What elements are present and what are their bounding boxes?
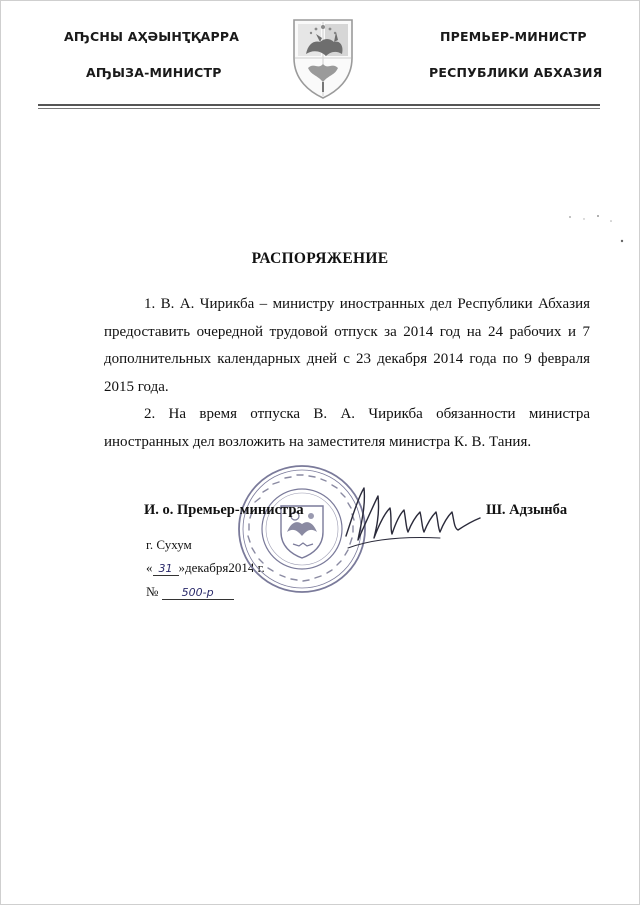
scan-speck-marks	[540, 205, 630, 255]
signatory-title: И. о. Премьер-министра	[144, 502, 304, 518]
header-divider-thin	[38, 108, 600, 109]
header-russian-line2: РЕСПУБЛИКИ АБХАЗИЯ	[429, 65, 603, 80]
header-abkhaz-line1: АҦСНЫ АҲӘЫНҬҚАРРА	[64, 29, 240, 44]
header-russian-line1: ПРЕМЬЕР-МИНИСТР	[440, 29, 587, 44]
paragraph-2: 2. На время отпуска В. А. Чирикба обязанности министра иностранных дел возложить на заместителя министра К. В. Тания.	[104, 406, 590, 450]
coat-of-arms-icon	[290, 14, 356, 100]
document-number-handwritten: 500-р	[162, 587, 234, 600]
number-sign: №	[146, 584, 159, 599]
document-body	[104, 291, 590, 456]
date-open-quote: «	[146, 560, 153, 575]
signatory-name: Ш. Адзынба	[486, 502, 568, 518]
issue-city: г. Сухум	[146, 537, 192, 552]
document-number	[146, 584, 234, 600]
date-month-year: »декабря2014 г.	[178, 560, 265, 575]
document-title: РАСПОРЯЖЕНИЕ	[251, 250, 389, 267]
header-divider-thick	[38, 104, 600, 106]
paragraph-1: 1. В. А. Чирикба – министру иностранных дел Республики Абхазия предоставить очередной трудовой отпуск за 2014 год на 24 рабочих и 7 дополнительных календарных дней с 23 декабря 2014 года по 9 февраля 2015 года.	[104, 296, 590, 395]
date-day-handwritten: 31	[153, 563, 179, 576]
header-abkhaz-line2: АҦЫЗА-МИНИСТР	[86, 65, 222, 80]
handwritten-signature-icon	[340, 478, 490, 558]
